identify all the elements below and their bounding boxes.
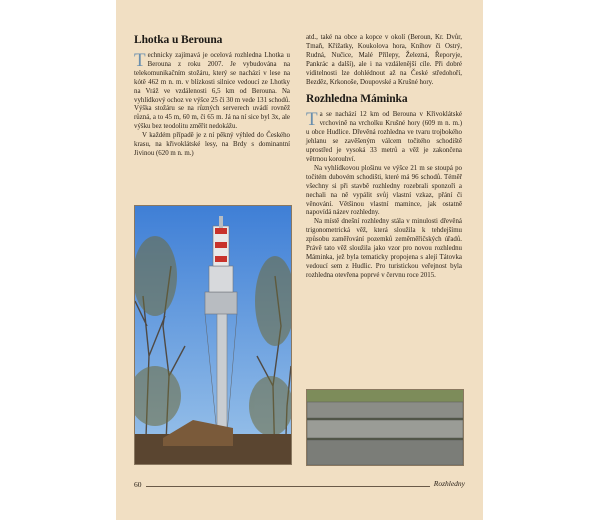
bench-illustration xyxy=(307,390,463,465)
page-number: 60 xyxy=(134,480,146,489)
book-page xyxy=(116,0,483,520)
tower-photo xyxy=(134,205,292,465)
right-column xyxy=(306,34,462,281)
tower-illustration xyxy=(135,206,291,464)
paragraph-continued: atd., také na obce a kopce v okolí (Beroun, Kr. Dvůr, Tmaň, Křižatky, Koukolova hora, Kníhov či Ostrý, Rudná, Nučice, Malé Přílepy, Železná, Řeporyje, Pankrác a další), ale i na vzdálenější cíle. Při dobré viditelnosti lze dohlédnout až na České středohoří, Bezděz, Krkonoše, Doupovské a Krušné hory. xyxy=(306,34,462,86)
paragraph-text: a se nachází 12 km od Berouna v Křivoklátské vrchovině na vrcholku Krušné hory (609 m n. m.) u obce Hudlice. Dřevěná rozhledna ve tvaru trojbokého jehlanu se zavěšeným válcem točitého schodiště uprostřed je vysoká 33 metrů a věž je zakončena větrnou korouhví. xyxy=(306,111,462,163)
left-column xyxy=(134,34,290,159)
article-title-maminka: Rozhledna Máminka xyxy=(306,93,408,106)
drop-cap: T xyxy=(306,109,318,131)
bench-photo xyxy=(306,389,464,466)
footer-rule xyxy=(134,486,465,487)
paragraph-lhotka-2: V každém případě je z ní pěkný výhled do Českého krasu, na křivoklátské lesy, na Brdy s dominantní Jivinou (620 m n. m.) xyxy=(134,132,290,157)
article-title-lhotka: Lhotka u Berouna xyxy=(134,34,223,46)
paragraph-lhotka-1 xyxy=(134,52,290,132)
paragraph-maminka-1 xyxy=(306,111,462,164)
running-head: Rozhledny xyxy=(430,479,465,488)
drop-cap: T xyxy=(134,50,146,71)
paragraph-maminka-2: Na vyhlídkovou plošinu ve výšce 21 m se stoupá po točitém dubovém schodišti, které má 96 schodů. Téměř všechny si při stavbě rozhledny rozebrali sponzoři a nechali na ně vypálit svůj vlastní vzkaz, přání či věnování. Většinou vlastní mamince, jak ostatně napovídá název rozhledny. xyxy=(306,164,462,217)
paragraph-maminka-3: Na místě dnešní rozhledny stála v minulosti dřevěná trigonometrická věž, která sloužila k tehdejšímu způsobu zaměřování pozemků zeměměřičských úřadů. Právě tato věž sloužila jako vzor pro novou rozhlednu Máminka, jež byla tematicky propojena s alejí Tátovka vedoucí sem z Hudlic. Pro turistickou veřejnost byla rozhledna otevřena poprvé v červnu roce 2015. xyxy=(306,218,462,279)
paragraph-text: echnicky zajímavá je ocelová rozhledna Lhotka u Berouna z roku 2007. Je vybudována na telekomunikačním stožáru, který se nachází v lese na kótě 462 m n. m. v blízkosti silnice vedoucí ze Lhotky na Vráž ve vzdálenosti 6,5 km od Berouna. Na vyhlídkový ochoz ve výšce 25 či 30 m vede 131 schodů. Výška stožáru se na různých serverech uvádí rovněž různá, a to 45 m, 60 m, či 65 m. Já na ní sice byl 3x, ale výšku bez teodolitu změřit nedokážu. xyxy=(134,52,290,131)
